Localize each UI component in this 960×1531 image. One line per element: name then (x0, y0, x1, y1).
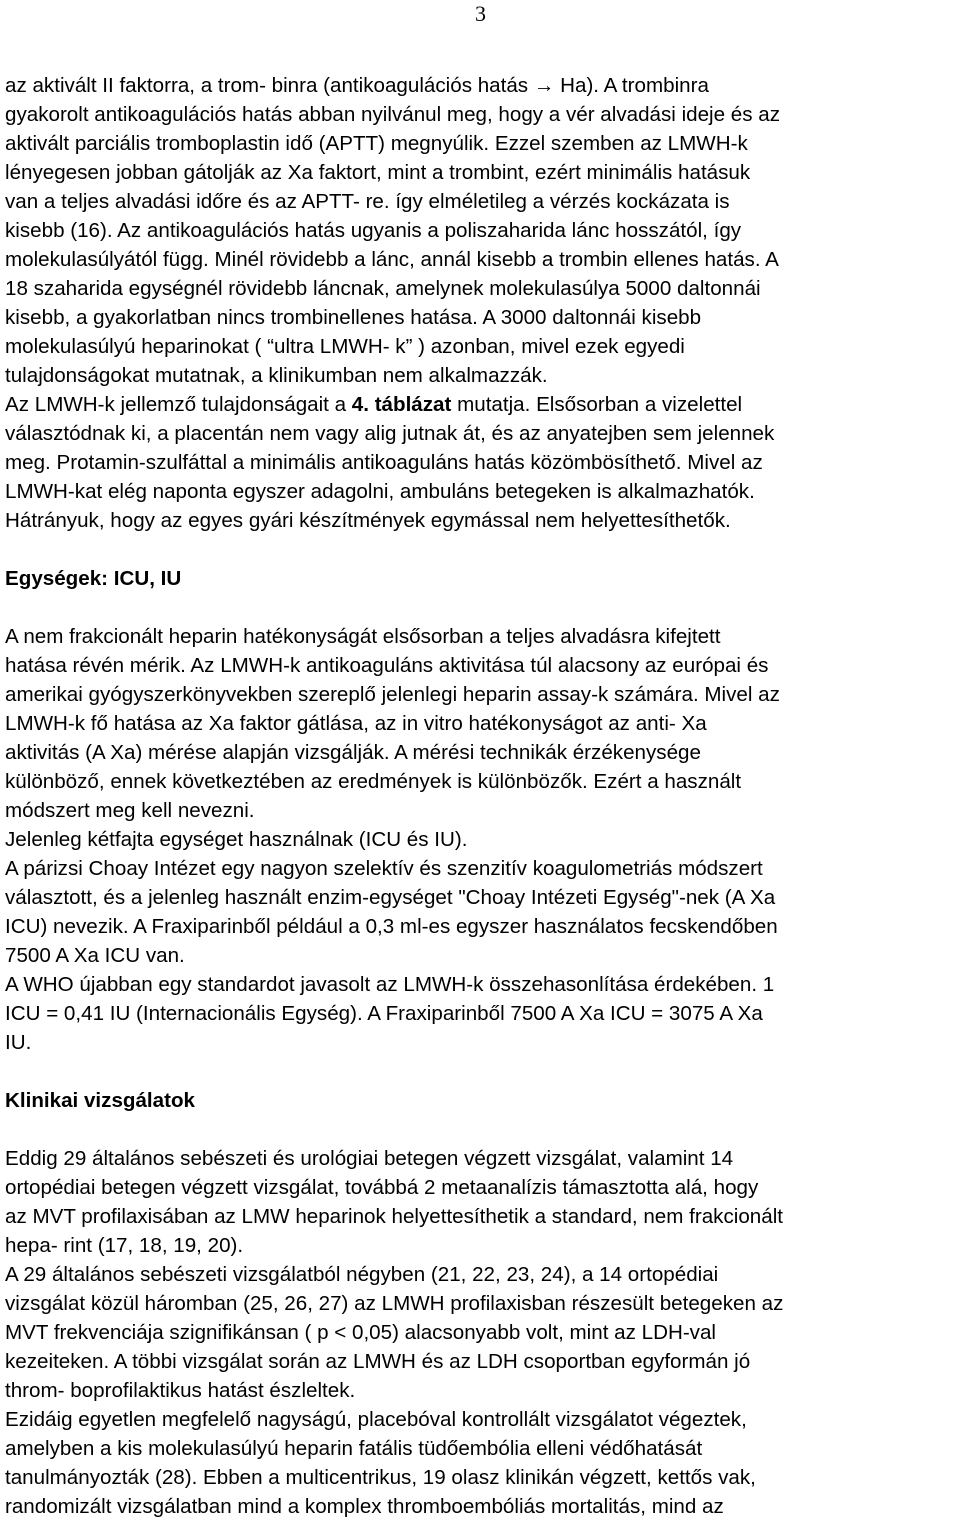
text-line: 7500 A Xa ICU van. (5, 944, 185, 967)
text-line: ortopédiai betegen végzett vizsgálat, továbbá 2 metaanalízis támasztotta alá, hogy (5, 1176, 759, 1199)
text-line: Ezidáig egyetlen megfelelő nagyságú, placebóval kontrollált vizsgálatot végeztek, (5, 1408, 747, 1431)
text-line: molekulasúlyától függ. Minél rövidebb a lánc, annál kisebb a trombin ellenes hatás. A (5, 248, 779, 271)
text-line: különböző, ennek következtében az eredmények is különbözők. Ezért a használt (5, 770, 742, 793)
table-ref-after: mutatja. Elsősorban a vizelettel (451, 393, 743, 416)
text-line: választott, és a jelenleg használt enzim-egységet "Choay Intézeti Egység"-nek (A Xa (5, 886, 776, 909)
spacer (5, 593, 960, 622)
document-body (5, 71, 960, 1521)
text-line: MVT frekvenciája szignifikánsan ( p < 0,05) alacsonyabb volt, mint az LDH-val (5, 1321, 716, 1344)
text-line: ICU) nevezik. A Fraxiparinből például a 0,3 ml-es egyszer használatos fecskendőben (5, 915, 778, 938)
text-line: van a teljes alvadási időre és az APTT- re. így elméletileg a vérzés kockázata is (5, 190, 730, 213)
text-line: Jelenleg kétfajta egységet használnak (ICU és IU). (5, 828, 468, 851)
text-line: hepa- rint (17, 18, 19, 20). (5, 1234, 244, 1257)
text-line: A WHO újabban egy standardot javasolt az LMWH-k összehasonlítása érdekében. 1 (5, 973, 775, 996)
spacer (5, 1057, 960, 1086)
text-line: randomizált vizsgálatban mind a komplex thromboembóliás mortalitás, mind az (5, 1495, 724, 1518)
spacer (5, 1115, 960, 1144)
text-line: throm- boprofilaktikus hatást észleltek. (5, 1379, 356, 1402)
paragraph-units (5, 622, 960, 1057)
text-line: kisebb, a gyakorlatban nincs trombinellenes hatása. A 3000 daltonnái kisebb (5, 306, 702, 329)
text-line: A nem frakcionált heparin hatékonyságát elsősorban a teljes alvadásra kifejtett (5, 625, 721, 648)
text-line: módszert meg kell nevezni. (5, 799, 255, 822)
text-line: kezeiteken. A többi vizsgálat során az LMWH és az LDH csoportban egyformán jó (5, 1350, 751, 1373)
text-line: LMWH-kat elég naponta egyszer adagolni, ambuláns betegeken is alkalmazhatók. (5, 480, 755, 503)
paragraph-clinical (5, 1144, 960, 1521)
text-line: kisebb (16). Az antikoagulációs hatás ugyanis a poliszaharida lánc hosszától, így (5, 219, 742, 242)
text-line: A 29 általános sebészeti vizsgálatból négyben (21, 22, 23, 24), a 14 ortopédiai (5, 1263, 719, 1286)
text-line: meg. Protamin-szulfáttal a minimális antikoaguláns hatás közömbösíthető. Mivel az (5, 451, 763, 474)
text-line: hatása révén mérik. Az LMWH-k antikoaguláns aktivitása túl alacsony az európai és (5, 654, 769, 677)
spacer (5, 535, 960, 564)
table-reference-line (5, 390, 960, 419)
text-line: 18 szaharida egységnél rövidebb láncnak, amelynek molekulasúlya 5000 daltonnái (5, 277, 761, 300)
text-line: amerikai gyógyszerkönyvekben szereplő jelenlegi heparin assay-k számára. Mivel az (5, 683, 780, 706)
text-line: molekulasúlyú heparinokat ( “ultra LMWH- k” ) azonban, mivel ezek egyedi (5, 335, 685, 358)
table-ref-bold: 4. táblázat (351, 393, 452, 416)
text-line: gyakorolt antikoagulációs hatás abban nyilvánul meg, hogy a vér alvadási ideje és az (5, 103, 781, 126)
text-line: aktivitás (A Xa) mérése alapján vizsgálják. A mérési technikák érzékenysége (5, 741, 701, 764)
section-heading-units: Egységek: ICU, IU (5, 567, 182, 590)
text-line: tanulmányozták (28). Ebben a multicentrikus, 19 olasz klinikán végzett, kettős vak, (5, 1466, 756, 1489)
text-line: az aktivált II faktorra, a trom- binra (antikoagulációs hatás → Ha). A trombinra (5, 74, 709, 97)
text-line: ICU = 0,41 IU (Internacionális Egység). A Fraxiparinből 7500 A Xa ICU = 3075 A Xa (5, 1002, 763, 1025)
paragraph-intro (5, 71, 960, 535)
text-line: LMWH-k fő hatása az Xa faktor gátlása, az in vitro hatékonyságot az anti- Xa (5, 712, 707, 735)
text-line: lényegesen jobban gátolják az Xa faktort, mint a trombint, ezért minimális hatásuk (5, 161, 751, 184)
text-line: A párizsi Choay Intézet egy nagyon szelektív és szenzitív koagulometriás módszert (5, 857, 763, 880)
text-line: amelyben a kis molekulasúlyú heparin fatális tüdőembólia elleni védőhatását (5, 1437, 703, 1460)
text-line: tulajdonságokat mutatnak, a klinikumban nem alkalmazzák. (5, 364, 548, 387)
table-ref-before: Az LMWH-k jellemző tulajdonságait a (5, 393, 352, 416)
text-line: Hátrányuk, hogy az egyes gyári készítmények egymással nem helyettesíthetők. (5, 509, 731, 532)
text-line: az MVT profilaxisában az LMW heparinok helyettesíthetik a standard, nem frakcionált (5, 1205, 783, 1228)
text-line: IU. (5, 1031, 32, 1054)
text-line: aktivált parciális tromboplastin idő (APTT) megnyúlik. Ezzel szemben az LMWH-k (5, 132, 748, 155)
text-line: választódnak ki, a placentán nem vagy alig jutnak át, és az anyatejben sem jelennek (5, 422, 775, 445)
section-heading-clinical: Klinikai vizsgálatok (5, 1089, 195, 1112)
page-number: 3 (475, 1, 486, 26)
text-line: vizsgálat közül háromban (25, 26, 27) az LMWH profilaxisban részesült betegeken az (5, 1292, 784, 1315)
text-line: Eddig 29 általános sebészeti és urológiai betegen végzett vizsgálat, valamint 14 (5, 1147, 734, 1170)
